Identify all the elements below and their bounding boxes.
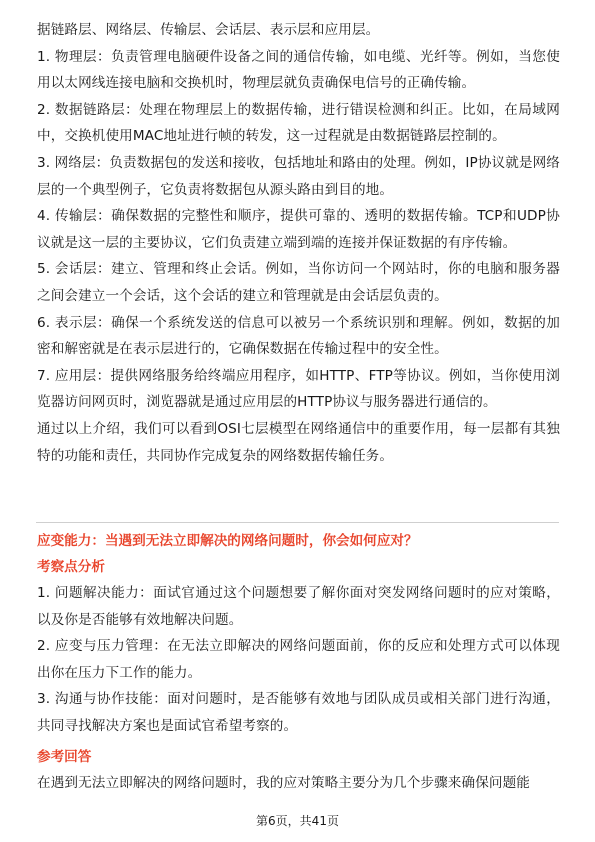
layer-application: 7. 应用层：提供网络服务给终端应用程序，如HTTP、FTP等协议。例如，当你使用浏览器访问网页时，浏览器就是通过应用层的HTTP协议与服务器进行通信的。	[37, 367, 560, 411]
layer-data-link: 2. 数据链路层：处理在物理层上的数据传输，进行错误检测和纠正。比如，在局域网中，交换机使用MAC地址进行帧的转发，这一过程就是由数据链路层控制的。	[37, 101, 560, 145]
analysis-heading: 考察点分析	[37, 559, 105, 575]
question-section	[37, 528, 560, 796]
analysis-point-1: 1. 问题解决能力：面试官通过这个问题想要了解你面对突发网络问题时的应对策略，以及你是否能够有效地解决问题。	[37, 585, 560, 628]
layer-physical: 1. 物理层：负责管理电脑硬件设备之间的通信传输，如电缆、光纤等。例如，当您使用以太网线连接电脑和交换机时，物理层就负责确保电信号的正确传输。	[37, 48, 560, 92]
question-title: 应变能力：当遇到无法立即解决的网络问题时，你会如何应对？	[37, 533, 418, 549]
page-number: 第6页，共41页	[256, 814, 339, 828]
osi-explanation	[37, 17, 560, 469]
layer-presentation: 6. 表示层：确保一个系统发送的信息可以被另一个系统识别和理解。例如，数据的加密和解密就是在表示层进行的，它确保数据在传输过程中的安全性。	[37, 314, 560, 358]
analysis-point-3: 3. 沟通与协作技能：面对问题时，是否能够有效地与团队成员或相关部门进行沟通，共同寻找解决方案也是面试官希望考察的。	[37, 691, 560, 734]
intro-line: 据链路层、网络层、传输层、会话层、表示层和应用层。	[37, 22, 380, 38]
section-divider	[36, 522, 559, 523]
layer-transport: 4. 传输层：确保数据的完整性和顺序，提供可靠的、透明的数据传输。TCP和UDP协议就是这一层的主要协议，它们负责建立端到端的连接并保证数据的有序传输。	[37, 208, 560, 251]
answer-text: 在遇到无法立即解决的网络问题时，我的应对策略主要分为几个步骤来确保问题能	[37, 774, 530, 791]
layer-network: 3. 网络层：负责数据包的发送和接收，包括地址和路由的处理。例如，IP协议就是网络层的一个典型例子，它负责将数据包从源头路由到目的地。	[37, 154, 560, 198]
analysis-point-2: 2. 应变与压力管理：在无法立即解决的网络问题面前，你的反应和处理方式可以体现出你在压力下工作的能力。	[37, 638, 560, 681]
layer-session: 5. 会话层：建立、管理和终止会话。例如，当你访问一个网站时，你的电脑和服务器之间会建立一个会话，这个会话的建立和管理就是由会话层负责的。	[37, 261, 560, 304]
answer-heading: 参考回答	[37, 748, 92, 765]
summary-paragraph: 通过以上介绍，我们可以看到OSI七层模型在网络通信中的重要作用，每一层都有其独特的功能和责任，共同协作完成复杂的网络数据传输任务。	[37, 420, 560, 464]
